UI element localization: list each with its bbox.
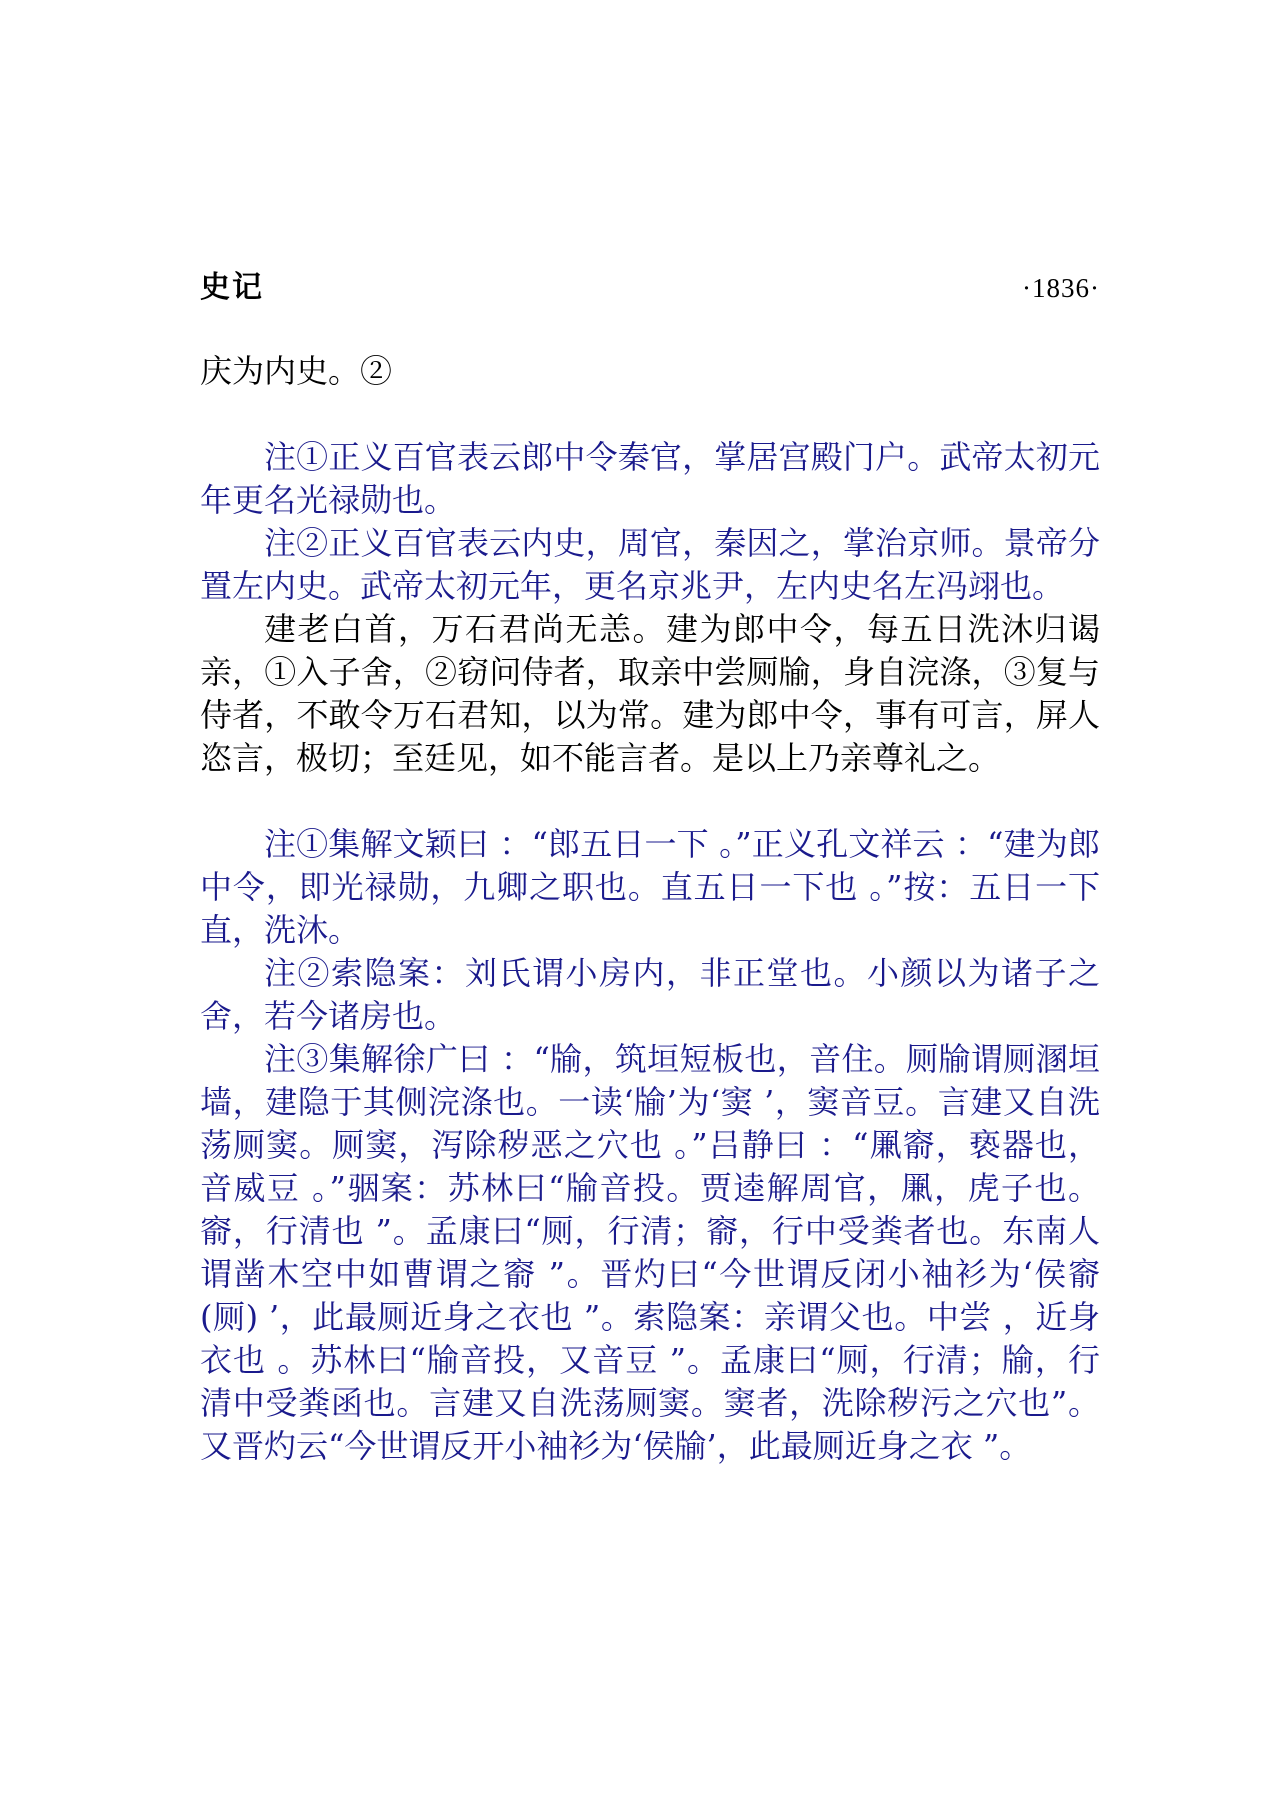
note-paragraph: 注①集解文颖曰 ：“郎五日一下 。”正义孔文祥云 ：“建为郎中令，即光禄勋，九卿之职也。直五日一下也 。”按：五日一下直，洗沐。 bbox=[200, 825, 1100, 949]
page-header bbox=[200, 268, 1100, 308]
note-paragraph: 注②索隐案：刘氏谓小房内，非正堂也。小颜以为诸子之舍，若今诸房也。 bbox=[200, 954, 1100, 1035]
main-text-paragraph: 庆为内史。② bbox=[200, 352, 393, 390]
note-paragraph: 注①正义百官表云郎中令秦官，掌居宫殿门户。武帝太初元年更名光禄勋也。 bbox=[200, 438, 1100, 519]
page-number: ·1836· bbox=[1022, 273, 1100, 303]
page-body bbox=[200, 350, 1100, 1468]
book-title: 史记 bbox=[200, 270, 264, 305]
note-paragraph: 注②正义百官表云内史，周官，秦因之，掌治京师。景帝分置左内史。武帝太初元年，更名京兆尹，左内史名左冯翊也。 bbox=[200, 524, 1100, 605]
note-paragraph: 注③集解徐广曰 ：“牏，筑垣短板也，音住。厕牏谓厕溷垣墙，建隐于其侧浣涤也。一读‘牏’为‘窦 ’，窦音豆。言建又自洗荡厕窦。厕窦，泻除秽恶之穴也 。”吕静曰 ：“凲窬，亵器也，音威豆 。”骃案：苏林曰“牏音投。贾逵解周官，凲，虎子也。窬，行清也 ”。孟康曰“厕，行清；窬，行中受粪者也。东南人谓凿木空中如曹谓之窬 ”。晋灼曰“今世谓反闭小袖衫为‘侯窬(厕) ’，此最厕近身之衣也 ”。索隐案：亲谓父也。中尝 ，近身衣也 。苏林曰“牏音投，又音豆 ”。孟康曰“厕，行清；牏，行清中受粪函也。言建又自洗荡厕窦。窦者，洗除秽污之穴也”。又晋灼云“今世谓反开小袖衫为‘侯牏’，此最厕近身之衣 ”。 bbox=[200, 1040, 1100, 1465]
main-text-paragraph: 建老白首，万石君尚无恙。建为郎中令，每五日洗沐归谒亲，①入子舍，②窃问侍者，取亲中尝厕牏，身自浣涤，③复与侍者，不敢令万石君知，以为常。建为郎中令，事有可言，屏人恣言，极切；至廷见，如不能言者。是以上乃亲尊礼之。 bbox=[200, 610, 1100, 777]
